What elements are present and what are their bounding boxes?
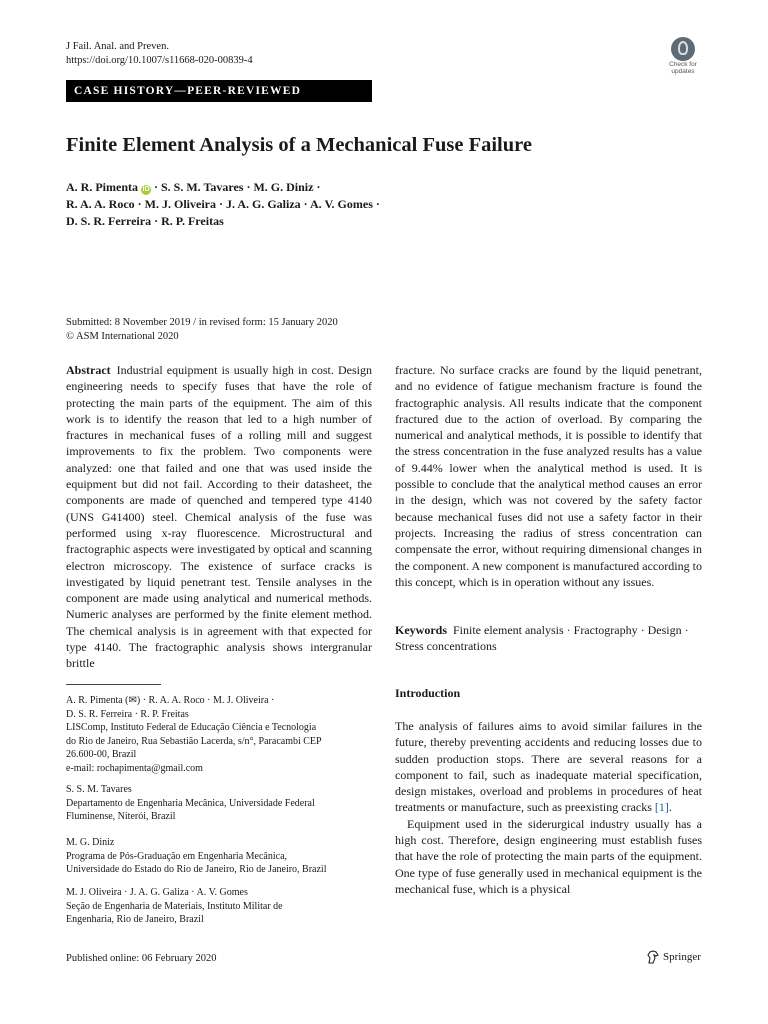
author-list xyxy=(66,179,380,230)
keywords-text: Finite element analysis · Fractography · Design · Stress concentrations xyxy=(395,623,689,654)
author-first[interactable]: A. R. Pimenta xyxy=(66,180,138,194)
affiliation-line: M. G. Diniz xyxy=(66,837,115,848)
abstract-right: fracture. No surface cracks are found by the liquid penetrant, and no evidence of fatigue mechanism fracture is found the fractographic analysis. All results indicate that the component fractured due to the action of overload. By comparing the numerical and analytical methods, it is possible to identify that the stress concentration in the fuse analyzed results has a value of 9.44% lower when the analytical method is used. It is possible to conclude that the analytical method causes an error in the design, which was not covered by the safety factor because mechanical fuses did not use a safety factor in their projects. Increasing the radius of stress concentration can compensate the error, without requiring dimensional changes in the component. A new component is manufactured according to this concept, which is in operation without any issues. xyxy=(395,363,702,589)
affiliation-line: Programa de Pós-Graduação em Engenharia Mecânica, xyxy=(66,850,288,862)
affiliation-line: A. R. Pimenta (✉) · R. A. A. Roco · M. J. Oliveira · xyxy=(66,695,275,706)
affiliation-line: M. J. Oliveira · J. A. G. Galiza · A. V. Gomes xyxy=(66,887,248,898)
check-for-updates-badge[interactable] xyxy=(664,37,702,75)
affiliation-3 xyxy=(66,836,372,877)
publisher-name: Springer xyxy=(663,951,701,963)
paragraph-end: . xyxy=(668,800,672,815)
affiliation-line: Seção de Engenharia de Materiais, Instituto Militar de xyxy=(66,900,283,912)
affiliation-line: D. S. R. Ferreira · R. P. Freitas xyxy=(66,708,189,720)
paragraph-text: The analysis of failures aims to avoid similar failures in the future, thereby preventing accidents and reducing losses due to sudden production stops. There are several reasons for a component to fail, such as inadequate material specification, design mistakes, overload and problems in procedures of heat treatments or manufacture, such as preexisting cracks xyxy=(395,719,702,815)
introduction-paragraph-1 xyxy=(395,718,702,816)
introduction-body xyxy=(395,718,702,897)
copyright-notice: © ASM International 2020 xyxy=(66,331,179,342)
published-date: Published online: 06 February 2020 xyxy=(66,953,217,964)
affiliation-line: do Rio de Janeiro, Rua Sebastião Lacerda, s/n°, Paracambi CEP xyxy=(66,735,322,747)
keywords-block xyxy=(395,622,702,655)
abstract-left xyxy=(66,362,372,672)
abstract-text-left: Industrial equipment is usually high in cost. Design engineering needs to specify fuses that have the role of protecting the main parts of the equipment. The aim of this work is to identify the reason that led to a high number of fractures in mechanical fuses of a rolling mill and suggest improvements to fix the problem. Two components were analyzed: one that failed and one that was used inside the equipment but did not fail. According to their datasheet, the components are made of quenched and tempered type 4140 (UNS G41400) steel. Chemical analysis of the fuse was performed using x-ray fluorescence. Microstructural and fractographic aspects were investigated by optical and scanning electron microscopy. The existence of surface cracks is investigated by liquid penetrant test. Tensile analyses in the component are made using analytical and numerical methods. Numeric analyses are performed by the finite element method. The chemical analysis is in agreement with that expected for type 4140. The fractographic analysis shows intergranular brittle xyxy=(66,363,372,671)
footnote-divider xyxy=(66,684,161,685)
affiliation-line: Universidade do Estado do Rio de Janeiro, Rio de Janeiro, Brazil xyxy=(66,864,327,875)
abstract-label: Abstract xyxy=(66,363,111,377)
affiliation-2 xyxy=(66,783,372,824)
affiliation-4 xyxy=(66,886,372,927)
springer-horse-icon xyxy=(646,950,660,964)
affiliation-line: LISComp, Instituto Federal de Educação Ciência e Tecnologia xyxy=(66,722,317,733)
affiliation-1 xyxy=(66,694,372,775)
article-title: Finite Element Analysis of a Mechanical Fuse Failure xyxy=(66,134,532,156)
affiliation-line: Fluminense, Niterói, Brazil xyxy=(66,811,176,822)
check-for-updates-label: Check for updates xyxy=(669,61,697,75)
author-line-1-rest: · S. S. M. Tavares · M. G. Diniz · xyxy=(154,180,321,194)
journal-info xyxy=(66,40,253,68)
journal-name: J Fail. Anal. and Preven. xyxy=(66,41,169,52)
affiliation-line: S. S. M. Tavares xyxy=(66,784,132,795)
reference-link[interactable]: [1] xyxy=(654,800,669,815)
introduction-heading: Introduction xyxy=(395,686,461,700)
author-line-2: R. A. A. Roco · M. J. Oliveira · J. A. G. Galiza · A. V. Gomes · xyxy=(66,197,380,211)
keywords-label: Keywords xyxy=(395,623,447,637)
submission-dates xyxy=(66,316,338,344)
introduction-paragraph-2: Equipment used in the siderurgical industry usually has a high cost. Therefore, design engineering must establish fuses that have the role of protecting the main parts of the equipment. One type of fuse generally used in mechanical equipment is the mechanical fuse, which is a physical xyxy=(395,816,702,896)
author-line-1 xyxy=(66,179,380,196)
affiliation-line: Departamento de Engenharia Mecânica, Universidade Federal xyxy=(66,797,315,809)
author-line-3: D. S. R. Ferreira · R. P. Freitas xyxy=(66,214,224,228)
affiliation-line: Engenharia, Rio de Janeiro, Brazil xyxy=(66,914,204,925)
submitted-date: Submitted: 8 November 2019 / in revised form: 15 January 2020 xyxy=(66,317,338,328)
orcid-icon[interactable]: iD xyxy=(142,186,150,193)
publisher-logo[interactable] xyxy=(646,950,701,964)
article-type-banner: CASE HISTORY—PEER-REVIEWED xyxy=(66,80,372,102)
affiliation-line: 26.600-00, Brazil xyxy=(66,749,137,760)
doi-link[interactable]: https://doi.org/10.1007/s11668-020-00839-4 xyxy=(66,55,253,66)
author-email[interactable]: e-mail: rochapimenta@gmail.com xyxy=(66,762,203,774)
check-for-updates-icon xyxy=(671,37,695,61)
